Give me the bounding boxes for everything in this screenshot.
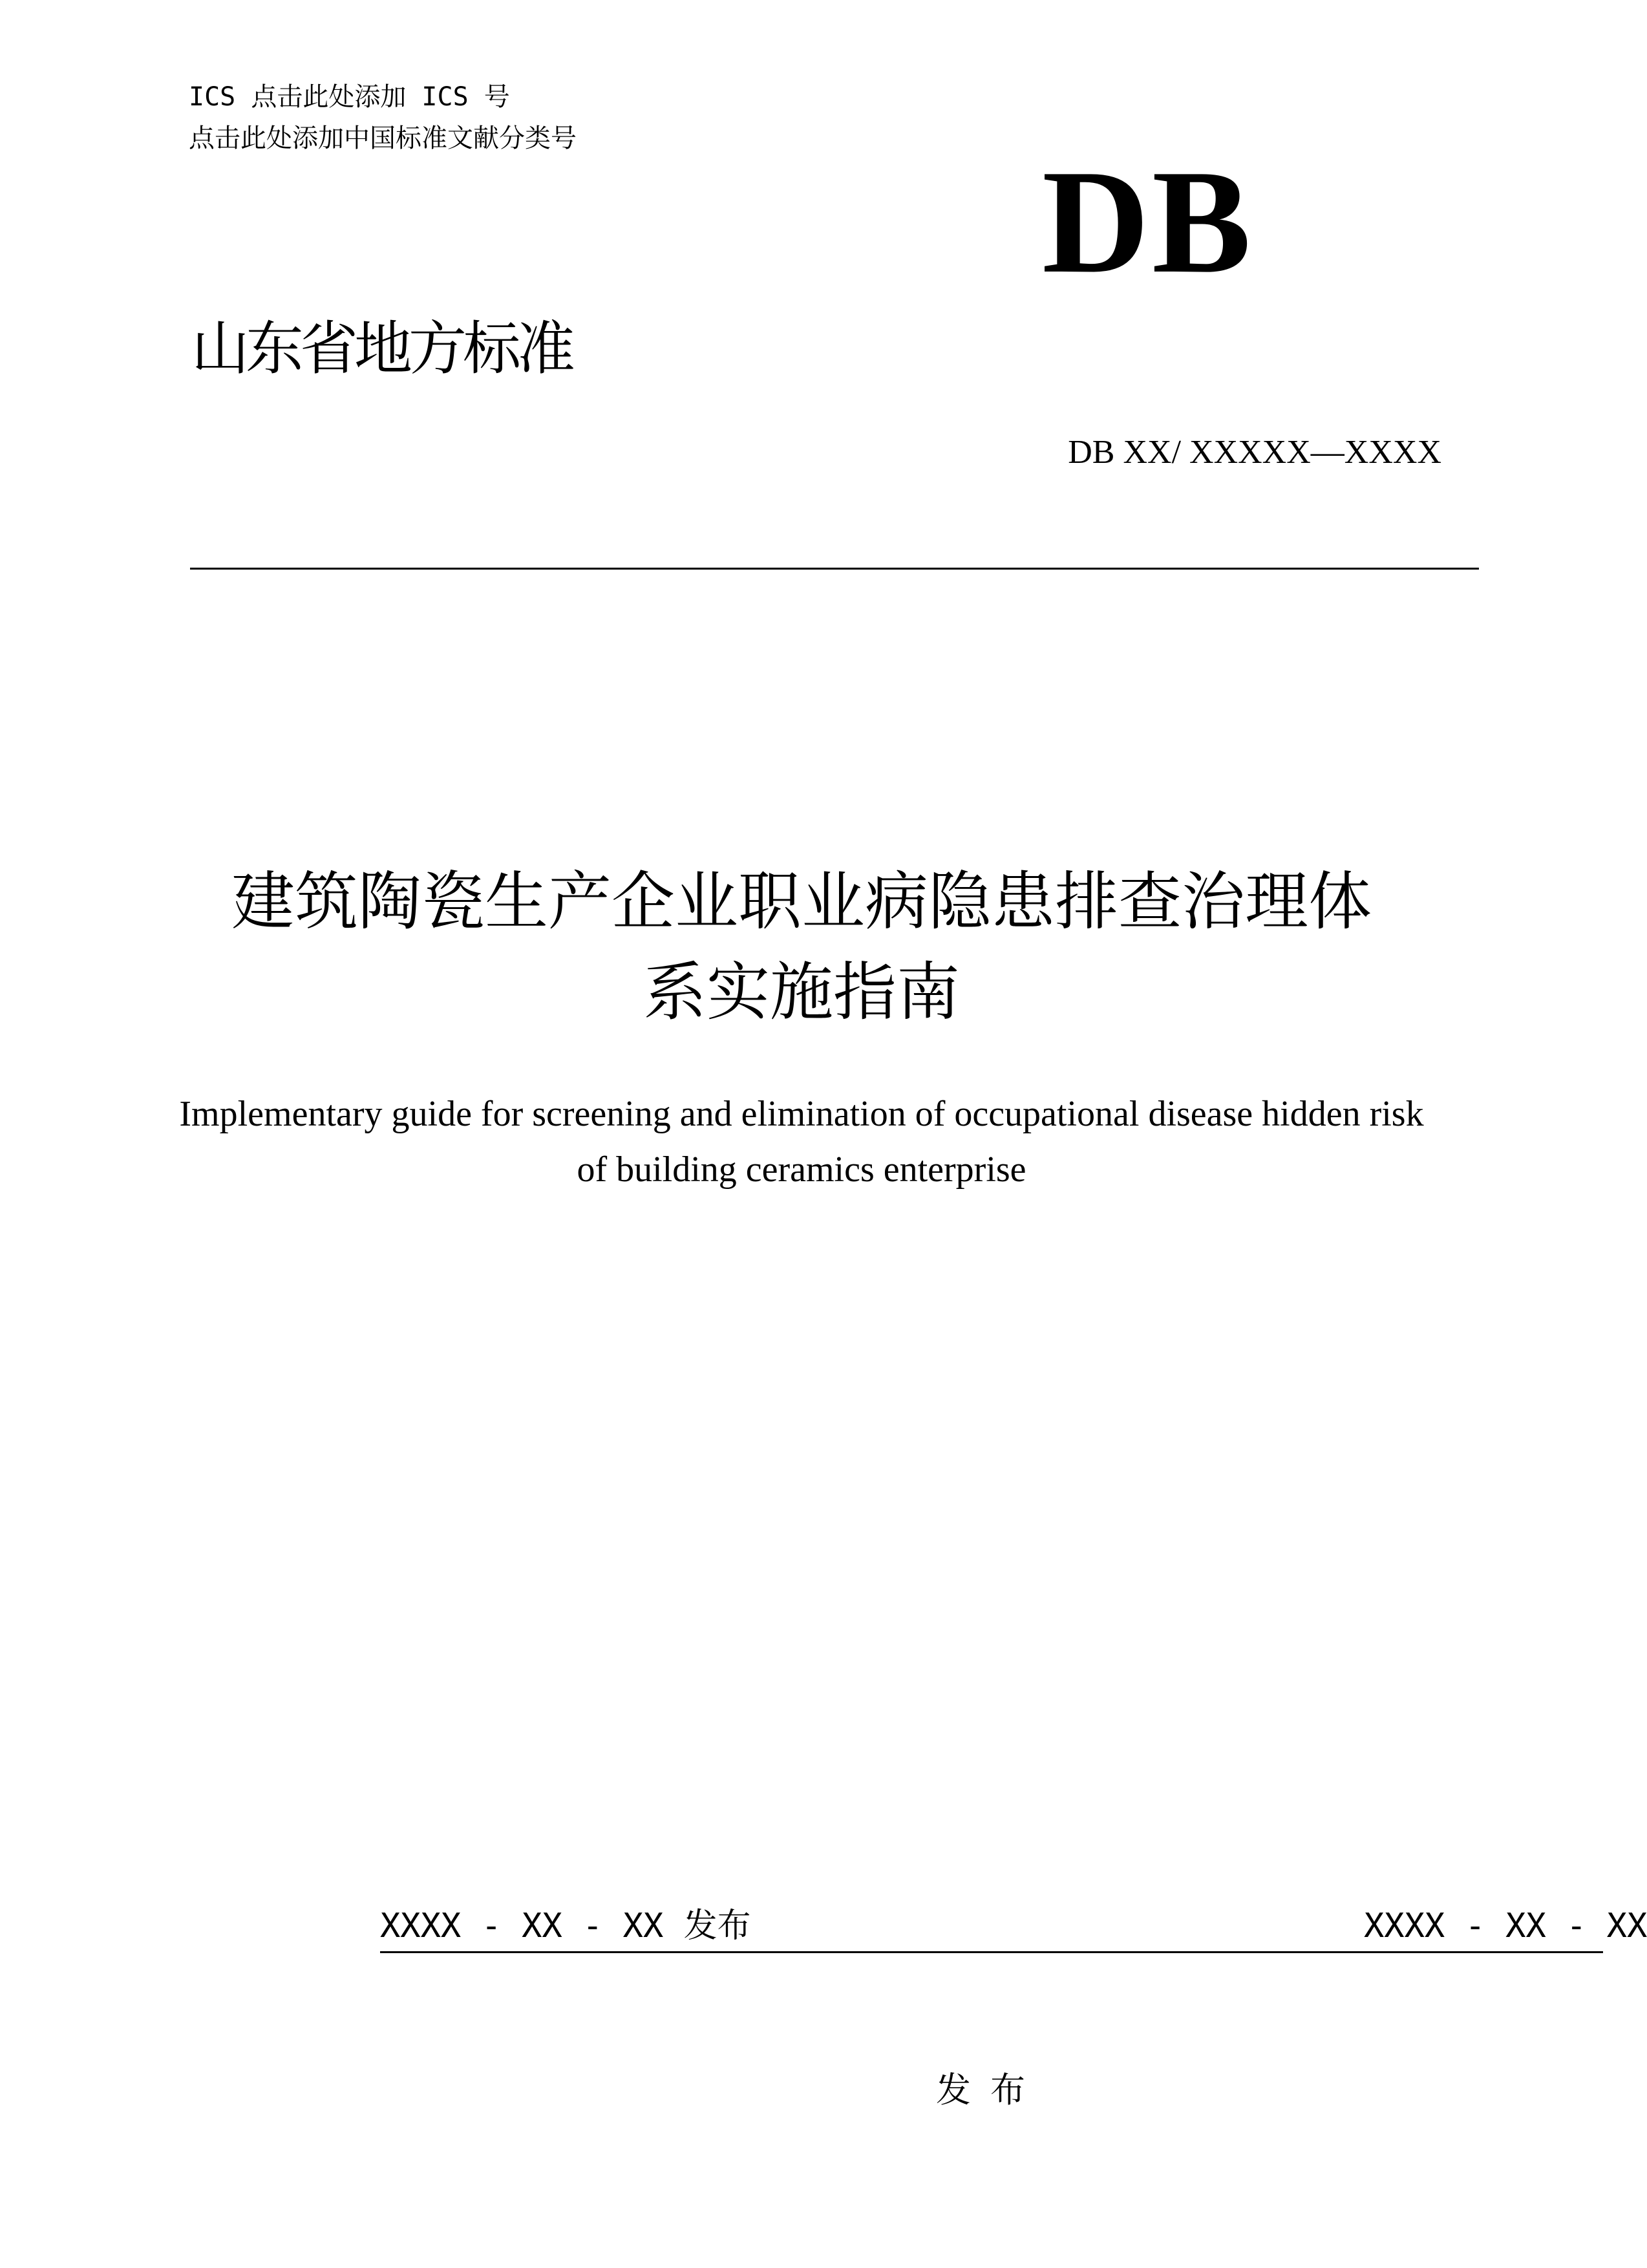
standard-code: DB XX/ XXXXX—XXXX [1068,434,1441,471]
standard-level: 山东省地方标准 [191,315,571,383]
db-logo: DB [1042,139,1254,304]
english-title [90,1086,1513,1197]
english-title-line-1: Implementary guide for screening and elimination of occupational disease hidden risk [179,1094,1424,1134]
publisher: 发布 [936,2070,1045,2110]
issue-date: XXXX - XX - XX 发布 [380,1907,751,1945]
header-divider [190,568,1479,570]
chinese-title-line-2: 系实施指南 [643,956,960,1029]
chinese-title-line-1: 建筑陶瓷生产企业职业病隐患排查治理体 [231,865,1372,939]
chinese-title [155,857,1448,1038]
implement-date: XXXX - XX - XX [1364,1907,1647,1945]
english-title-line-2: of building ceramics enterprise [577,1150,1026,1190]
ics-number: ICS 点击此处添加 ICS 号 [189,82,510,112]
date-divider [380,1951,1603,1953]
ccs-number: 点击此处添加中国标准文献分类号 [189,123,577,153]
